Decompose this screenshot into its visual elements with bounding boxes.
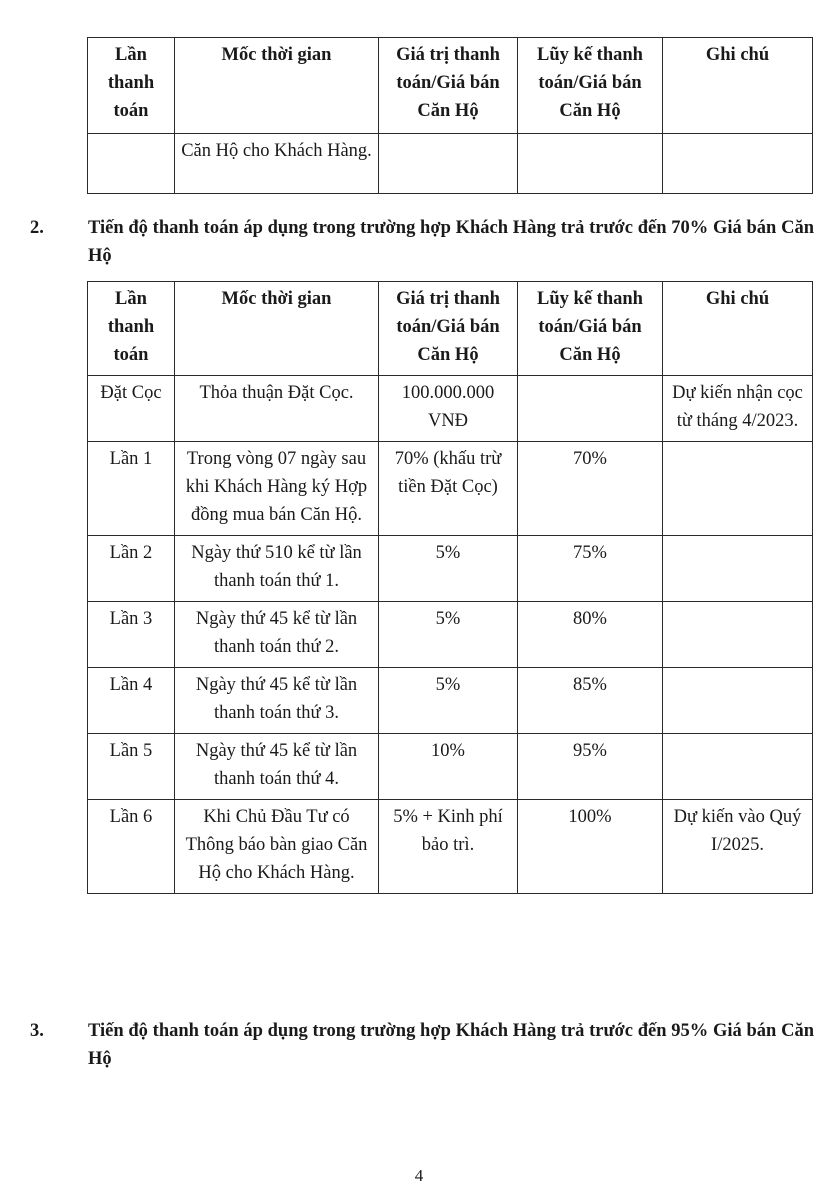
cell-note (663, 536, 813, 602)
page-number: 4 (414, 1166, 424, 1185)
cell-value: 5% (379, 668, 518, 734)
table-row (88, 734, 813, 800)
cell-cumulative: 85% (518, 668, 663, 734)
header-milestone: Mốc thời gian (175, 282, 379, 376)
header-payment-value: Giá trị thanh toán/Giá bán Căn Hộ (379, 38, 518, 134)
section-title: Tiến độ thanh toán áp dụng trong trường hợp Khách Hàng trả trước đến 95% Giá bán Căn Hộ (88, 1021, 814, 1069)
cell-value: 70% (khấu trừ tiền Đặt Cọc) (379, 442, 518, 536)
cell-note: Dự kiến nhận cọc từ tháng 4/2023. (663, 376, 813, 442)
cell-value: 5% (379, 602, 518, 668)
header-installment: Lần thanh toán (88, 282, 175, 376)
cell-milestone: Thỏa thuận Đặt Cọc. (175, 376, 379, 442)
cell-installment: Lần 6 (88, 800, 175, 894)
table-header-row (88, 282, 813, 376)
cell-milestone: Căn Hộ cho Khách Hàng. (175, 134, 379, 194)
cell-milestone: Trong vòng 07 ngày sau khi Khách Hàng ký Hợp đồng mua bán Căn Hộ. (175, 442, 379, 536)
table-row (88, 668, 813, 734)
table-row (88, 800, 813, 894)
table-row (88, 134, 813, 194)
table-row (88, 602, 813, 668)
cell-value (379, 134, 518, 194)
cell-note (663, 602, 813, 668)
cell-milestone: Ngày thứ 45 kể từ lần thanh toán thứ 2. (175, 602, 379, 668)
header-cumulative: Lũy kế thanh toán/Giá bán Căn Hộ (518, 282, 663, 376)
cell-note: Dự kiến vào Quý I/2025. (663, 800, 813, 894)
section-title: Tiến độ thanh toán áp dụng trong trường hợp Khách Hàng trả trước đến 70% Giá bán Căn Hộ (88, 218, 814, 266)
cell-installment: Đặt Cọc (88, 376, 175, 442)
section-number: 3. (30, 1021, 44, 1041)
table-row (88, 536, 813, 602)
header-note: Ghi chú (663, 38, 813, 134)
header-payment-value: Giá trị thanh toán/Giá bán Căn Hộ (379, 282, 518, 376)
cell-cumulative: 75% (518, 536, 663, 602)
cell-milestone: Ngày thứ 45 kể từ lần thanh toán thứ 3. (175, 668, 379, 734)
cell-installment: Lần 4 (88, 668, 175, 734)
cell-installment: Lần 3 (88, 602, 175, 668)
cell-note (663, 734, 813, 800)
table-header-row (88, 38, 813, 134)
cell-installment: Lần 2 (88, 536, 175, 602)
cell-value: 10% (379, 734, 518, 800)
cell-milestone: Ngày thứ 45 kể từ lần thanh toán thứ 4. (175, 734, 379, 800)
cell-cumulative: 70% (518, 442, 663, 536)
table-row (88, 376, 813, 442)
cell-cumulative (518, 376, 663, 442)
cell-installment (88, 134, 175, 194)
payment-schedule-table-70 (87, 281, 813, 894)
cell-milestone: Khi Chủ Đầu Tư có Thông báo bàn giao Căn Hộ cho Khách Hàng. (175, 800, 379, 894)
header-installment: Lần thanh toán (88, 38, 175, 134)
table-row (88, 442, 813, 536)
cell-installment: Lần 5 (88, 734, 175, 800)
header-cumulative: Lũy kế thanh toán/Giá bán Căn Hộ (518, 38, 663, 134)
cell-note (663, 442, 813, 536)
cell-note (663, 668, 813, 734)
cell-cumulative: 80% (518, 602, 663, 668)
cell-milestone: Ngày thứ 510 kể từ lần thanh toán thứ 1. (175, 536, 379, 602)
header-milestone: Mốc thời gian (175, 38, 379, 134)
header-note: Ghi chú (663, 282, 813, 376)
cell-cumulative: 95% (518, 734, 663, 800)
cell-cumulative: 100% (518, 800, 663, 894)
cell-note (663, 134, 813, 194)
cell-value: 100.000.000 VNĐ (379, 376, 518, 442)
payment-table-continued (87, 37, 813, 194)
cell-cumulative (518, 134, 663, 194)
cell-value: 5% + Kinh phí bảo trì. (379, 800, 518, 894)
cell-installment: Lần 1 (88, 442, 175, 536)
cell-value: 5% (379, 536, 518, 602)
section-number: 2. (30, 218, 44, 238)
